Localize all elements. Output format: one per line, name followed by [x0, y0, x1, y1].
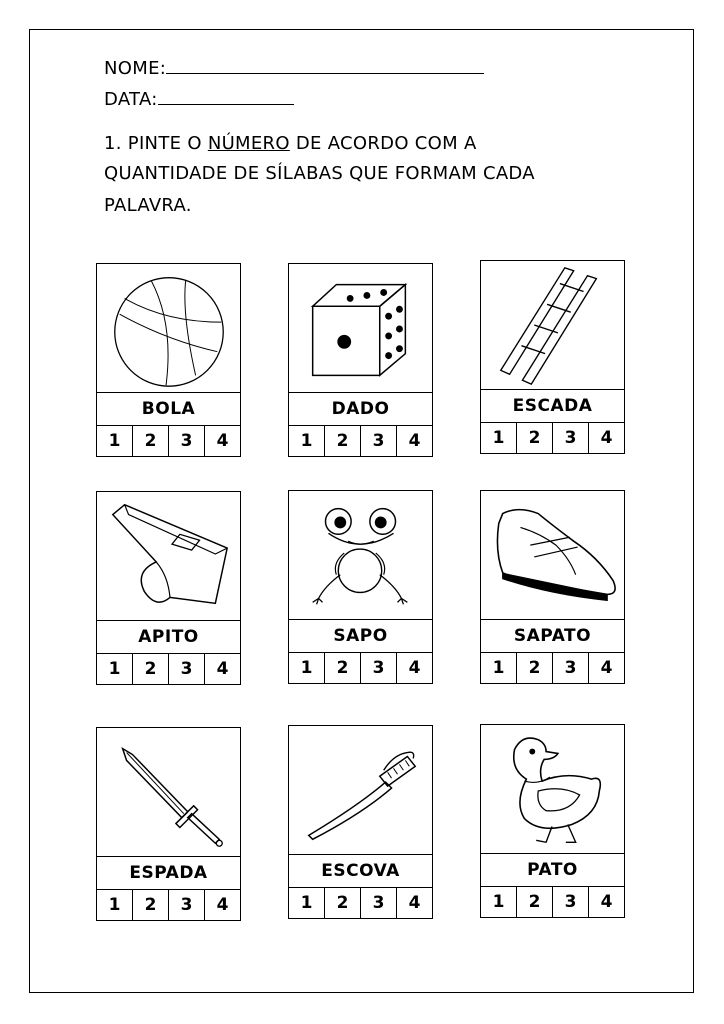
instruction-line-1 [104, 133, 477, 154]
instruction-underlined: NÚMERO [207, 133, 290, 154]
number-4[interactable]: 4 [588, 653, 624, 683]
dice-icon [289, 264, 432, 393]
number-4[interactable]: 4 [396, 653, 432, 683]
whistle-icon [97, 492, 240, 621]
card-escada [480, 260, 625, 454]
date-field[interactable] [158, 88, 294, 105]
number-2[interactable]: 2 [324, 426, 360, 456]
number-4[interactable]: 4 [204, 890, 240, 920]
number-1[interactable]: 1 [108, 431, 121, 451]
instruction-rest: DE ACORDO COM A [289, 133, 477, 154]
name-field[interactable] [166, 57, 484, 74]
number-2[interactable]: 2 [324, 888, 360, 918]
number-4[interactable]: 4 [588, 423, 624, 453]
number-3[interactable]: 3 [360, 426, 396, 456]
card-bola [96, 263, 241, 457]
instruction-line-3: PALAVRA. [104, 195, 192, 216]
instruction-prefix: 1. PINTE O [104, 133, 208, 154]
word-label: BOLA [97, 393, 240, 426]
number-1[interactable]: 1 [108, 659, 121, 679]
card-sapo [288, 490, 433, 684]
syllable-numbers [97, 426, 240, 456]
name-label: NOME: [104, 58, 167, 79]
word-label: SAPO [289, 620, 432, 653]
number-4[interactable]: 4 [396, 888, 432, 918]
word-label: DADO [289, 393, 432, 426]
number-1[interactable]: 1 [300, 893, 313, 913]
name-line [104, 57, 484, 79]
date-line [104, 88, 294, 110]
number-4[interactable]: 4 [588, 887, 624, 917]
syllable-numbers [289, 888, 432, 918]
number-3[interactable]: 3 [552, 887, 588, 917]
card-dado [288, 263, 433, 457]
syllable-numbers [481, 423, 624, 453]
number-3[interactable]: 3 [168, 890, 204, 920]
card-espada [96, 727, 241, 921]
number-1[interactable]: 1 [300, 431, 313, 451]
number-2[interactable]: 2 [324, 653, 360, 683]
ladder-icon [481, 261, 624, 390]
shoe-icon [481, 491, 624, 620]
number-1[interactable]: 1 [492, 658, 505, 678]
number-1[interactable]: 1 [300, 658, 313, 678]
syllable-numbers [289, 426, 432, 456]
number-1[interactable]: 1 [492, 428, 505, 448]
number-2[interactable]: 2 [516, 653, 552, 683]
word-label: ESCOVA [289, 855, 432, 888]
number-1[interactable]: 1 [492, 892, 505, 912]
instruction-line-2: QUANTIDADE DE SÍLABAS QUE FORMAM CADA [104, 163, 535, 184]
syllable-numbers [481, 653, 624, 683]
date-label: DATA: [104, 89, 158, 110]
number-3[interactable]: 3 [552, 653, 588, 683]
syllable-numbers [97, 890, 240, 920]
sword-icon [97, 728, 240, 857]
number-3[interactable]: 3 [360, 653, 396, 683]
card-pato [480, 724, 625, 918]
word-label: PATO [481, 854, 624, 887]
number-2[interactable]: 2 [132, 426, 168, 456]
duck-icon [481, 725, 624, 854]
number-1[interactable]: 1 [108, 895, 121, 915]
card-apito [96, 491, 241, 685]
number-2[interactable]: 2 [516, 887, 552, 917]
number-4[interactable]: 4 [396, 426, 432, 456]
syllable-numbers [481, 887, 624, 917]
card-escova [288, 725, 433, 919]
card-sapato [480, 490, 625, 684]
word-label: ESCADA [481, 390, 624, 423]
number-3[interactable]: 3 [168, 654, 204, 684]
frog-icon [289, 491, 432, 620]
number-4[interactable]: 4 [204, 426, 240, 456]
syllable-numbers [289, 653, 432, 683]
toothbrush-icon [289, 726, 432, 855]
word-label: APITO [97, 621, 240, 654]
number-2[interactable]: 2 [132, 654, 168, 684]
ball-icon [97, 264, 240, 393]
number-3[interactable]: 3 [168, 426, 204, 456]
number-2[interactable]: 2 [132, 890, 168, 920]
number-4[interactable]: 4 [204, 654, 240, 684]
word-label: ESPADA [97, 857, 240, 890]
number-3[interactable]: 3 [552, 423, 588, 453]
syllable-numbers [97, 654, 240, 684]
number-2[interactable]: 2 [516, 423, 552, 453]
word-label: SAPATO [481, 620, 624, 653]
number-3[interactable]: 3 [360, 888, 396, 918]
